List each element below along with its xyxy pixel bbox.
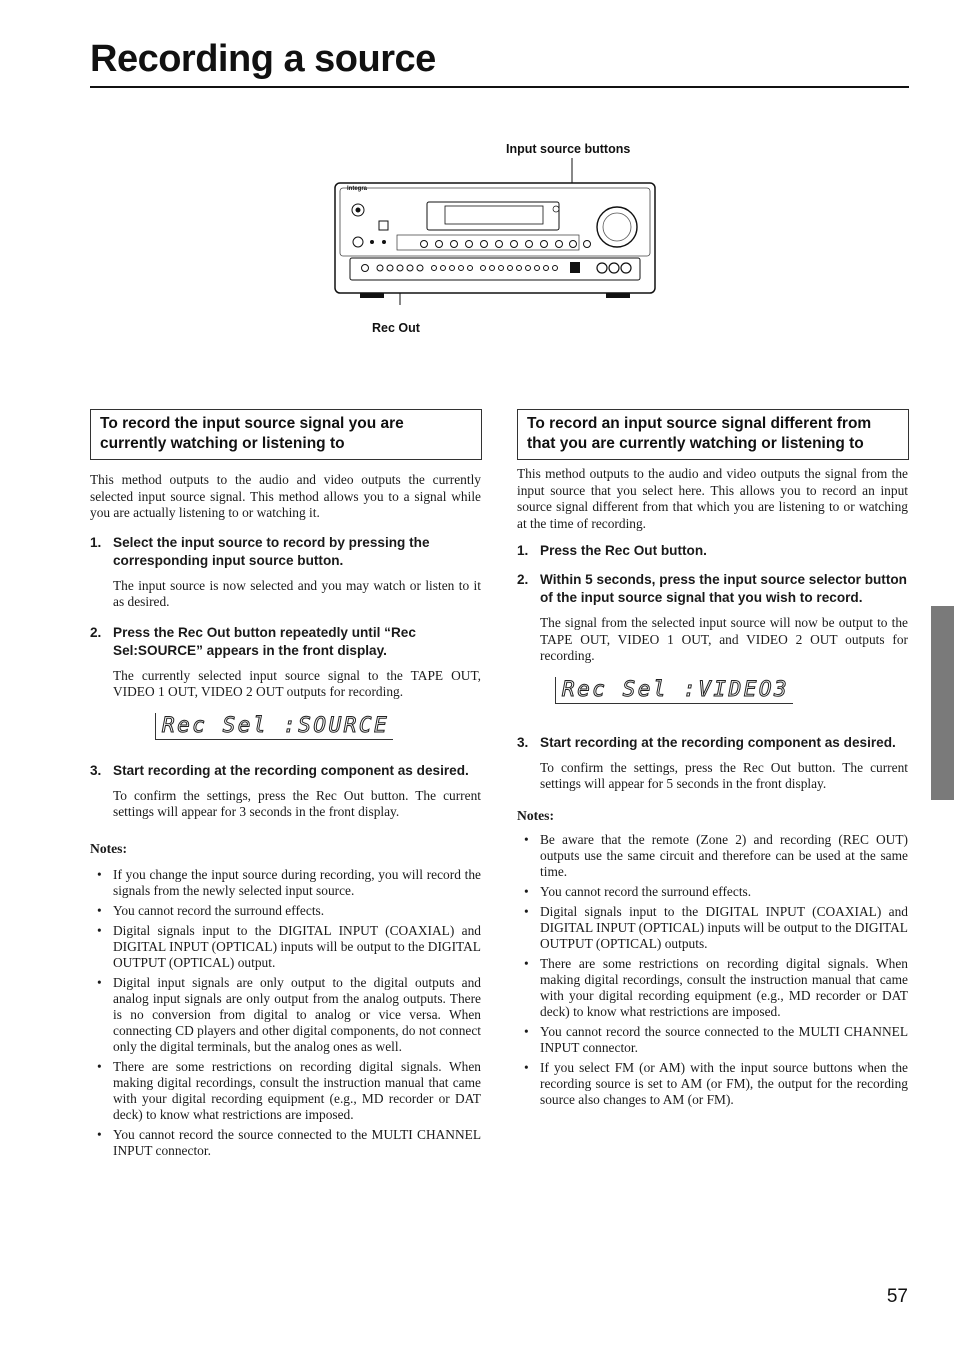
right-notes-heading: Notes: [517,807,554,823]
left-step-3: 3. Start recording at the recording component as desired. [90,762,469,778]
left-foot [360,293,384,298]
right-foot [606,293,630,298]
left-step-1-body: The input source is now selected and you may watch or listen to it as desired. [113,577,481,609]
receiver-illustration [330,140,660,305]
callout-rec-out: Rec Out [372,321,420,335]
brand-logo: Integra [347,186,368,192]
optical-input [570,262,580,273]
left-notes-heading: Notes: [90,840,127,856]
left-front-display: Rec Sel :SOURCE [155,713,393,740]
left-step-2-body: The currently selected input source signal to the TAPE OUT, VIDEO 1 OUT, VIDEO 2 OUT outputs for recording. [113,667,481,699]
right-step-3-body: To confirm the settings, press the Rec Out button. The current settings will appear for 5 seconds in the front display. [540,759,908,791]
note-item: • There are some restrictions on recording digital signals. When making digital recordings, consult the instruction manual that came with your digital recording equipment (e.g., MD recorder or DAT deck) to know what restrictions are imposed. [90,1059,481,1123]
title-rule [90,86,909,88]
left-step-2: 2. Press the Rec Out button repeatedly until “Rec Sel:SOURCE” appears in the front display. [90,624,416,658]
page-number: 57 [886,1286,908,1307]
right-step-3: 3. Start recording at the recording component as desired. [517,734,896,750]
left-intro: This method outputs to the audio and video outputs the currently selected input source signal. This method allows you to a signal while you are actually listening to or watching it. [90,472,481,520]
right-step-1: 1. Press the Rec Out button. [517,543,707,558]
right-notes-list [517,832,908,1108]
note-item: • There are some restrictions on recording digital signals. When making digital recordings, consult the instruction manual that came with your digital recording equipment (e.g., MD recorder or DAT deck) to know what restrictions are imposed. [517,956,908,1020]
left-step-3-body: To confirm the settings, press the Rec Out button. The current settings will appear for 3 seconds in the front display. [113,787,481,819]
note-item: • Digital signals input to the DIGITAL INPUT (COAXIAL) and DIGITAL INPUT (OPTICAL) inputs will be output to the DIGITAL OUTPUT (OPTICAL) outputs. [517,904,908,952]
left-column-content [90,472,481,1163]
right-section-heading: To record an input source signal different from that you are currently watching or listening to [517,409,909,460]
note-item: • You cannot record the surround effects. [90,903,481,919]
note-item: • If you change the input source during recording, you will record the signals from the newly selected input source. [90,867,481,899]
note-item: • If you select FM (or AM) with the input source buttons when the recording source is set to AM (or FM), the output for the recording source also changes to AM (or FM). [517,1060,908,1108]
chapter-side-tab [931,606,954,800]
right-step-2-body: The signal from the selected input source will now be output to the TAPE OUT, VIDEO 1 OUT, and VIDEO 2 OUT outputs for recording. [540,615,908,663]
note-item: • You cannot record the source connected to the MULTI CHANNEL INPUT connector. [517,1024,908,1056]
right-step-2: 2. Within 5 seconds, press the input source selector button of the input source signal that you wish to record. [517,572,907,605]
right-front-display: Rec Sel :VIDEO3 [555,677,793,704]
right-column-content [517,466,908,1112]
callout-input-source-buttons: Input source buttons [506,142,631,156]
note-item: • Digital input signals are only output to the digital outputs and analog input signals are only output from the analog outputs. There is no conversion from digital to analog or vice versa. When connecting CD players and other digital components, do not connect only the digital terminals, but the analog ones as well. [90,975,481,1055]
left-step-1: 1. Select the input source to record by pressing the corresponding input source button. [90,534,430,568]
right-intro: This method outputs to the audio and video outputs the signal from the input source that you select here. This allows you to record an input source signal different from that which you are listening to or watching at the time of recording. [517,466,908,531]
note-item: • Digital signals input to the DIGITAL INPUT (COAXIAL) and DIGITAL INPUT (OPTICAL) inputs will be output to the DIGITAL OUTPUT (OPTICAL) output. [90,923,481,971]
note-item: • You cannot record the surround effects. [517,884,908,900]
left-notes-list [90,867,481,1159]
note-item: • You cannot record the source connected to the MULTI CHANNEL INPUT connector. [90,1127,481,1159]
page-title: Recording a source [90,38,436,80]
left-section-heading: To record the input source signal you are currently watching or listening to [90,409,482,460]
note-item: • Be aware that the remote (Zone 2) and recording (REC OUT) outputs use the same circuit and therefore can be used at the same time. [517,832,908,880]
